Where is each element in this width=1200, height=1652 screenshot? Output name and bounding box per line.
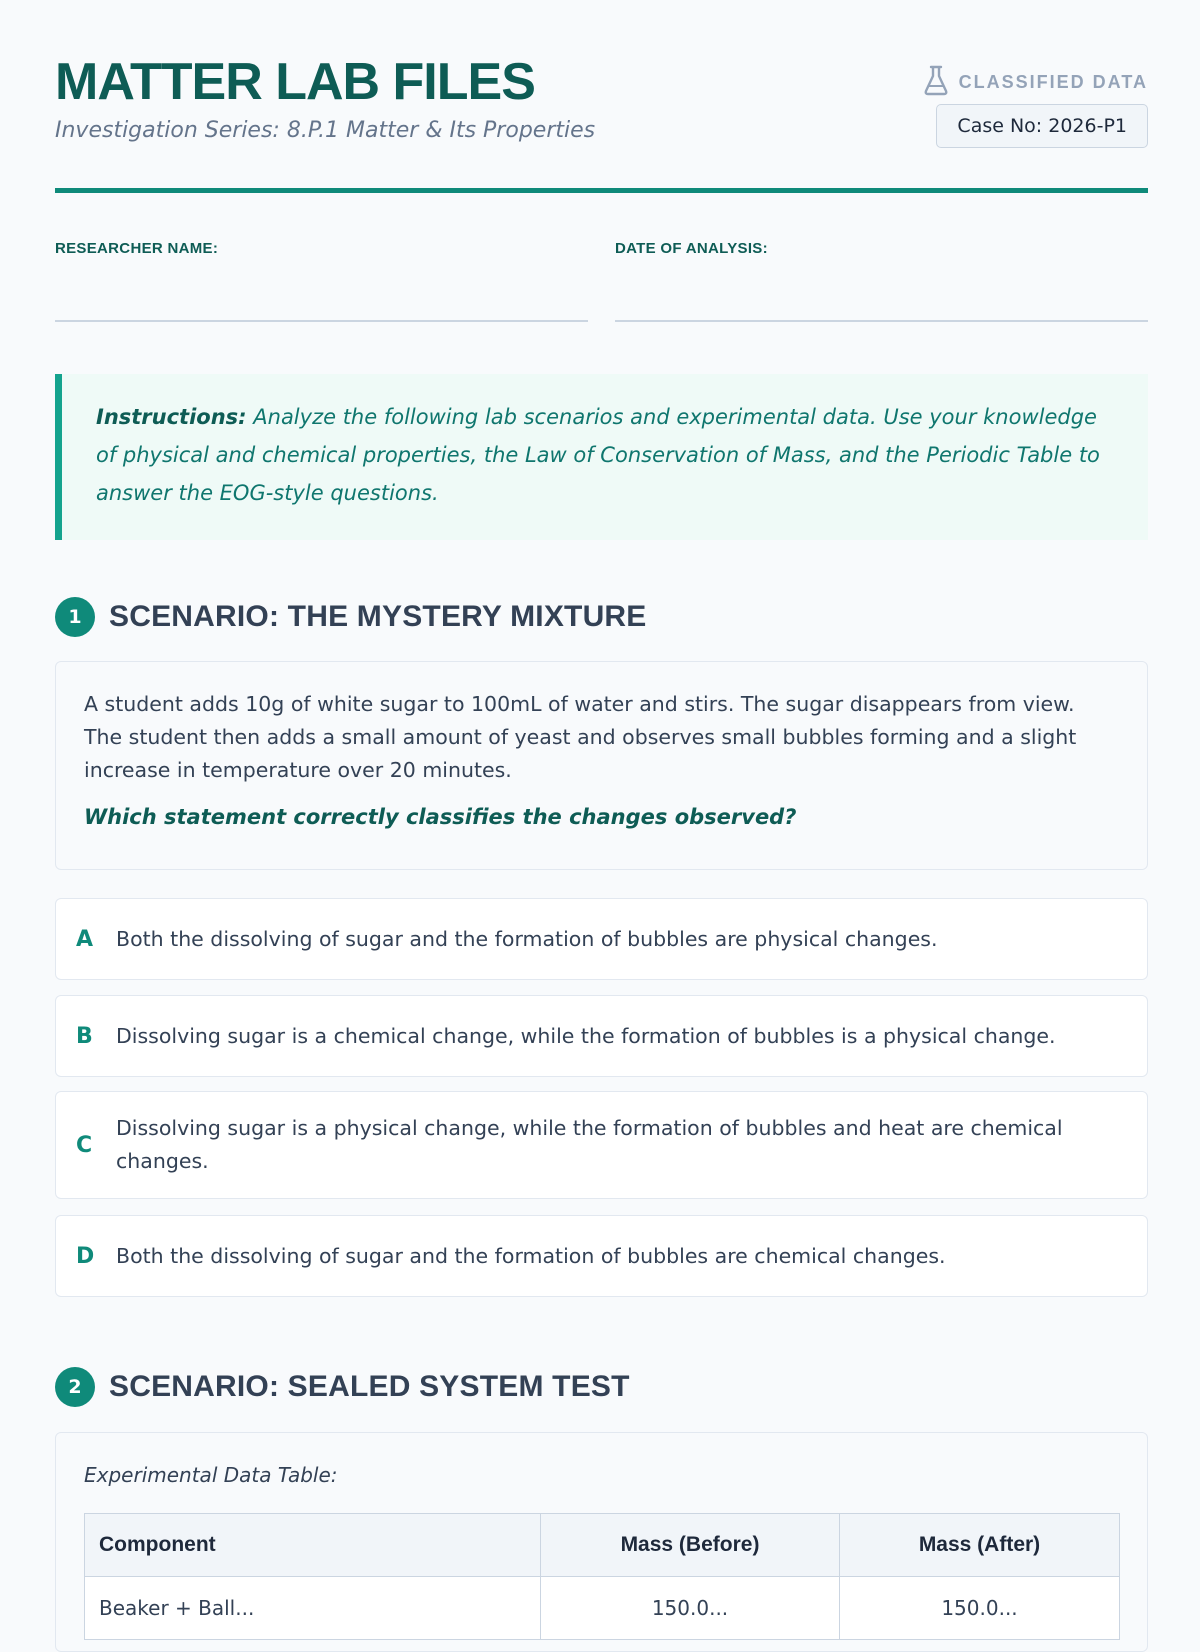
page-title: MATTER LAB FILES [55, 53, 535, 111]
case-number-badge: Case No: 2026-P1 [936, 104, 1148, 148]
table-cell: Beaker + Ball... [85, 1577, 541, 1640]
table-header-row [85, 1514, 1120, 1577]
data-table [84, 1513, 1120, 1640]
option-letter: C [76, 1132, 93, 1158]
option-letter: D [76, 1243, 95, 1269]
table-cell: 150.0... [541, 1577, 840, 1640]
option-text: Both the dissolving of sugar and the formation of bubbles are physical changes. [116, 926, 938, 951]
table-row [85, 1577, 1120, 1640]
table-caption: Experimental Data Table: [84, 1463, 338, 1487]
researcher-name-field[interactable] [55, 240, 588, 322]
info-fields [55, 240, 1148, 322]
section-title: SCENARIO: THE MYSTERY MIXTURE [109, 600, 647, 633]
section-title: SCENARIO: SEALED SYSTEM TEST [109, 1370, 630, 1403]
date-of-analysis-label: DATE OF ANALYSIS: [615, 240, 768, 257]
section-number-badge: 1 [55, 597, 95, 637]
question-prompt: Which statement correctly classifies the changes observed? [84, 805, 797, 829]
scenario-1-box [55, 661, 1148, 870]
classified-label: CLASSIFIED DATA [958, 71, 1148, 92]
scenario-1-heading [55, 597, 647, 637]
answer-option-a[interactable] [55, 898, 1148, 980]
page-subtitle: Investigation Series: 8.P.1 Matter & Its Properties [55, 118, 596, 143]
classified-tag [923, 64, 1148, 100]
answer-option-c[interactable] [55, 1091, 1148, 1199]
instructions-box [55, 374, 1148, 540]
column-header-component: Component [85, 1514, 541, 1577]
scenario-text: A student adds 10g of white sugar to 100mL of water and stirs. The sugar disappears from view. The student then adds a small amount of yeast and observes small bubbles forming and a slight increase in temperature over 20 minutes. [84, 692, 1077, 782]
worksheet-page [55, 0, 1148, 1620]
table-cell: 150.0... [840, 1577, 1120, 1640]
instructions-label: Instructions: [96, 405, 247, 429]
date-of-analysis-field[interactable] [615, 240, 1148, 322]
answer-option-b[interactable] [55, 995, 1148, 1077]
option-text: Dissolving sugar is a physical change, while the formation of bubbles and heat are chemical changes. [116, 1116, 1063, 1173]
instructions-text: Analyze the following lab scenarios and experimental data. Use your knowledge of physical and chemical properties, the Law of Conservation of Mass, and the Periodic Table to answer the EOG-style questions. [96, 405, 1100, 505]
answer-option-d[interactable] [55, 1215, 1148, 1297]
scenario-2-box [55, 1432, 1148, 1652]
option-letter: A [76, 926, 94, 952]
researcher-name-label: RESEARCHER NAME: [55, 240, 219, 257]
scenario-2-heading [55, 1367, 630, 1407]
option-letter: B [76, 1023, 93, 1049]
flask-icon [923, 64, 949, 100]
option-text: Dissolving sugar is a chemical change, while the formation of bubbles is a physical change. [116, 1023, 1056, 1048]
column-header-mass-before: Mass (Before) [541, 1514, 840, 1577]
section-number-badge: 2 [55, 1367, 95, 1407]
header [55, 0, 1148, 193]
column-header-mass-after: Mass (After) [840, 1514, 1120, 1577]
option-text: Both the dissolving of sugar and the formation of bubbles are chemical changes. [116, 1243, 946, 1268]
